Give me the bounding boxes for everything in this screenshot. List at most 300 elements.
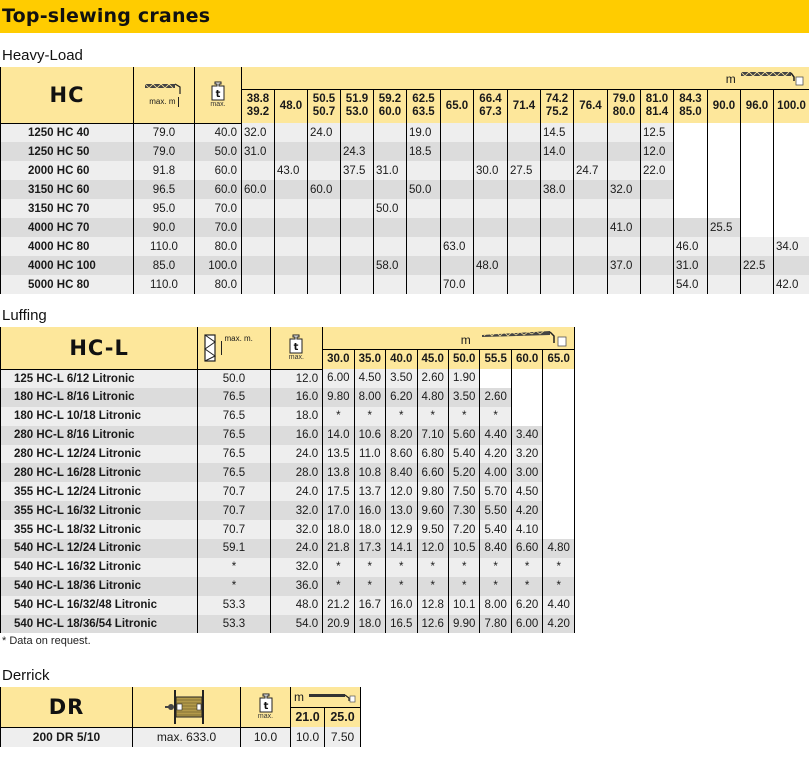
capacity-cell: 10.0 [291,727,325,747]
capacity-cell [474,142,508,161]
capacity-cell: * [417,577,448,596]
capacity-cell: 38.0 [541,180,574,199]
capacity-cell [741,142,774,161]
capacity-cell: 4.80 [417,388,448,407]
max-load: 18.0 [270,407,322,426]
radius-header: 74.2 75.2 [541,89,574,123]
capacity-cell [508,275,541,294]
crane-model: 540 HC-L 16/32/48 Litronic [1,596,198,615]
capacity-cell: 12.5 [641,123,674,142]
table-row [1,388,575,407]
capacity-cell [543,426,575,445]
max-load: 80.0 [195,275,242,294]
max-load: 28.0 [270,463,322,482]
capacity-cell: 6.60 [511,539,542,558]
radius-header: 65.0 [441,89,474,123]
capacity-cell [511,407,542,426]
capacity-cell [574,275,608,294]
capacity-cell [275,218,308,237]
capacity-cell [441,199,474,218]
capacity-cell [275,275,308,294]
type-header-hc: HC [1,67,134,123]
capacity-cell: 4.80 [543,539,575,558]
capacity-cell [541,256,574,275]
capacity-cell: * [386,407,417,426]
capacity-cell [774,142,809,161]
capacity-cell [741,199,774,218]
type-header-hcl: HC-L [1,327,198,369]
capacity-cell: 6.80 [417,445,448,464]
capacity-cell: 22.0 [641,161,674,180]
capacity-cell [508,142,541,161]
crane-model: 280 HC-L 16/28 Litronic [1,463,198,482]
capacity-cell: 9.90 [448,615,479,634]
capacity-cell: 3.00 [511,463,542,482]
crane-model: 1250 HC 50 [1,142,134,161]
capacity-cell [608,275,641,294]
capacity-cell [543,388,575,407]
table-row [1,426,575,445]
max-reach: 79.0 [134,123,195,142]
radius-unit-header: m [291,687,361,707]
capacity-cell: 3.20 [511,445,542,464]
crane-model: 540 HC-L 16/32 Litronic [1,558,198,577]
capacity-cell [480,369,511,388]
weight-t-icon [258,693,274,713]
radius-unit-header: m [323,327,575,349]
capacity-cell: 6.20 [386,388,417,407]
capacity-cell [441,161,474,180]
capacity-cell [242,161,275,180]
capacity-cell [508,199,541,218]
capacity-cell: 6.20 [511,596,542,615]
crane-model: 4000 HC 100 [1,256,134,275]
capacity-cell: 4.10 [511,520,542,539]
radius-header: 50.0 [448,349,479,369]
capacity-cell: 12.0 [417,539,448,558]
capacity-cell: * [480,558,511,577]
capacity-cell: 22.5 [741,256,774,275]
capacity-cell [242,237,275,256]
capacity-cell: 17.3 [354,539,385,558]
max-reach: 95.0 [134,199,195,218]
max-reach: 70.7 [198,520,270,539]
capacity-cell: 30.0 [474,161,508,180]
capacity-cell [242,199,275,218]
capacity-cell [543,407,575,426]
capacity-cell [474,180,508,199]
capacity-cell: 18.0 [354,520,385,539]
capacity-cell: 2.60 [480,388,511,407]
max-reach: 70.7 [198,501,270,520]
capacity-cell: 13.8 [323,463,354,482]
capacity-cell: 41.0 [608,218,641,237]
capacity-cell [543,369,575,388]
capacity-cell [708,180,741,199]
capacity-cell: 31.0 [242,142,275,161]
crane-model: 3150 HC 70 [1,199,134,218]
capacity-cell: 8.40 [386,463,417,482]
table-row [1,615,575,634]
capacity-cell [541,218,574,237]
capacity-cell: 4.20 [480,445,511,464]
radius-header: 30.0 [323,349,354,369]
radius-header: 48.0 [275,89,308,123]
capacity-cell [543,482,575,501]
crane-model: 355 HC-L 18/32 Litronic [1,520,198,539]
capacity-cell [708,237,741,256]
luffing-table [0,327,575,633]
capacity-cell: 17.5 [323,482,354,501]
max-load: 60.0 [195,180,242,199]
max-load: 100.0 [195,256,242,275]
capacity-cell: 4.20 [511,501,542,520]
capacity-cell [308,199,341,218]
capacity-cell [374,142,407,161]
capacity-cell [641,199,674,218]
capacity-cell [308,237,341,256]
capacity-cell [407,161,441,180]
capacity-cell: 20.9 [323,615,354,634]
capacity-cell [674,218,708,237]
table-row [1,123,809,142]
capacity-cell [441,218,474,237]
capacity-cell [608,161,641,180]
capacity-cell: 5.40 [448,445,479,464]
capacity-cell: 12.0 [641,142,674,161]
capacity-cell: 24.0 [308,123,341,142]
capacity-cell: 13.7 [354,482,385,501]
capacity-cell: * [480,407,511,426]
max-load: 16.0 [270,426,322,445]
capacity-cell [541,237,574,256]
radius-header: 96.0 [741,89,774,123]
max-load: 16.0 [270,388,322,407]
capacity-cell [374,237,407,256]
max-reach: 90.0 [134,218,195,237]
capacity-cell [774,199,809,218]
capacity-cell [641,237,674,256]
radius-header: 51.9 53.0 [341,89,374,123]
capacity-cell [608,142,641,161]
capacity-cell [508,123,541,142]
capacity-cell: 8.60 [386,445,417,464]
capacity-cell: 12.0 [386,482,417,501]
capacity-cell [608,123,641,142]
capacity-cell [308,256,341,275]
capacity-cell: 21.8 [323,539,354,558]
radius-header: 71.4 [508,89,541,123]
max-reach: 110.0 [134,237,195,256]
capacity-cell: 24.7 [574,161,608,180]
capacity-cell [407,237,441,256]
weight-t-icon [210,81,226,101]
capacity-cell: 46.0 [674,237,708,256]
radius-header: 21.0 [291,707,325,727]
capacity-cell: 32.0 [608,180,641,199]
capacity-cell: 4.50 [511,482,542,501]
capacity-cell: 14.1 [386,539,417,558]
capacity-cell: 10.8 [354,463,385,482]
capacity-cell [541,199,574,218]
capacity-cell: * [511,577,542,596]
capacity-cell [674,161,708,180]
capacity-cell [374,275,407,294]
max-reach: 76.5 [198,388,270,407]
crane-model: 3150 HC 60 [1,180,134,199]
max-reach: 91.8 [134,161,195,180]
capacity-cell [374,218,407,237]
reach-header: max. m. [198,327,270,369]
capacity-cell: 37.0 [608,256,641,275]
crane-model: 180 HC-L 8/16 Litronic [1,388,198,407]
table-row [1,237,809,256]
capacity-cell: 31.0 [674,256,708,275]
capacity-cell [441,180,474,199]
capacity-cell [341,256,374,275]
capacity-cell: 58.0 [374,256,407,275]
reach-header: max. m [134,67,195,123]
capacity-cell: * [543,558,575,577]
capacity-cell: 7.80 [480,615,511,634]
max-load: 24.0 [270,445,322,464]
capacity-cell [641,275,674,294]
capacity-cell: 9.80 [323,388,354,407]
capacity-cell: 4.20 [543,615,575,634]
capacity-cell: 9.50 [417,520,448,539]
type-header-dr: DR [1,687,133,727]
max-load: 54.0 [270,615,322,634]
capacity-cell [341,237,374,256]
radius-header: 55.5 [480,349,511,369]
capacity-cell: 4.40 [543,596,575,615]
max-load: 60.0 [195,161,242,180]
max-reach: * [198,558,270,577]
capacity-cell: 7.30 [448,501,479,520]
capacity-cell: 43.0 [275,161,308,180]
table-row [1,539,575,558]
capacity-cell [508,256,541,275]
load-max-label: max. [257,713,274,721]
radius-header: 40.0 [386,349,417,369]
capacity-cell: 34.0 [774,237,809,256]
crane-model: 1250 HC 40 [1,123,134,142]
capacity-cell [641,218,674,237]
max-load: 32.0 [270,520,322,539]
capacity-cell: 19.0 [407,123,441,142]
capacity-cell: 12.6 [417,615,448,634]
svg-text:t: t [263,701,268,713]
capacity-cell: * [448,558,479,577]
capacity-cell [574,142,608,161]
crane-model: 280 HC-L 12/24 Litronic [1,445,198,464]
capacity-cell: 2.60 [417,369,448,388]
load-header [241,687,291,727]
capacity-cell: 16.0 [354,501,385,520]
footnote: * Data on request. [2,635,91,647]
crane-model: 280 HC-L 8/16 Litronic [1,426,198,445]
capacity-cell: 5.20 [448,463,479,482]
capacity-cell [774,180,809,199]
capacity-cell [242,218,275,237]
crane-model: 4000 HC 80 [1,237,134,256]
capacity-cell [674,199,708,218]
max-load: 32.0 [270,558,322,577]
max-load: 48.0 [270,596,322,615]
table-row [1,275,809,294]
capacity-cell: 32.0 [242,123,275,142]
winch-drum-icon [164,689,210,725]
capacity-cell: 13.5 [323,445,354,464]
capacity-cell: * [417,558,448,577]
capacity-cell: 14.5 [541,123,574,142]
capacity-cell [341,199,374,218]
load-header [195,67,242,123]
table-row [1,369,575,388]
max-reach: 110.0 [134,275,195,294]
radius-header: 60.0 [511,349,542,369]
capacity-cell: 6.00 [323,369,354,388]
max-load: 50.0 [195,142,242,161]
capacity-cell [541,275,574,294]
capacity-cell [474,123,508,142]
max-load: 12.0 [270,369,322,388]
capacity-cell [508,180,541,199]
section-title-luffing: Luffing [2,307,47,324]
capacity-cell [708,123,741,142]
capacity-cell: 10.6 [354,426,385,445]
capacity-cell: * [386,558,417,577]
capacity-cell [543,463,575,482]
capacity-cell: 8.40 [480,539,511,558]
table-row [1,161,809,180]
capacity-cell: * [323,577,354,596]
max-reach: 53.3 [198,615,270,634]
crane-model: 540 HC-L 12/24 Litronic [1,539,198,558]
page-title: Top-slewing cranes [2,5,211,27]
capacity-cell: 5.50 [480,501,511,520]
capacity-cell [275,123,308,142]
capacity-cell [242,256,275,275]
capacity-cell [574,237,608,256]
capacity-cell [275,237,308,256]
table-row [1,482,575,501]
load-max-label: max. [210,101,226,109]
capacity-cell: * [354,577,385,596]
capacity-cell [574,199,608,218]
max-reach: 59.1 [198,539,270,558]
trolley-jib-icon [307,691,357,703]
capacity-cell [641,180,674,199]
capacity-cell: * [386,577,417,596]
capacity-cell [741,237,774,256]
capacity-cell [774,218,809,237]
capacity-cell [374,123,407,142]
capacity-cell: 60.0 [242,180,275,199]
capacity-cell: 70.0 [441,275,474,294]
capacity-cell [441,256,474,275]
crane-model: 2000 HC 60 [1,161,134,180]
max-reach: 70.7 [198,482,270,501]
capacity-cell [543,445,575,464]
capacity-cell [511,369,542,388]
capacity-cell: 48.0 [474,256,508,275]
max-load: 40.0 [195,123,242,142]
max-load: 32.0 [270,501,322,520]
capacity-cell [474,199,508,218]
capacity-cell [641,256,674,275]
capacity-cell [574,256,608,275]
max-reach: 96.5 [134,180,195,199]
luffing-jib-icon [480,329,570,347]
capacity-cell: 12.9 [386,520,417,539]
capacity-cell [708,256,741,275]
capacity-cell: 13.0 [386,501,417,520]
radius-header: 65.0 [543,349,575,369]
radius-header: 62.5 63.5 [407,89,441,123]
capacity-cell: * [323,558,354,577]
trolley-jib-icon [143,82,185,96]
capacity-cell [574,123,608,142]
capacity-cell: * [448,407,479,426]
load-max-label: max. [288,354,304,362]
radius-header: 50.5 50.7 [308,89,341,123]
capacity-cell [341,218,374,237]
max-reach: 76.5 [198,463,270,482]
table-row [1,407,575,426]
capacity-cell [275,199,308,218]
capacity-cell: 8.20 [386,426,417,445]
capacity-cell [341,123,374,142]
capacity-cell [341,275,374,294]
table-row [1,727,361,747]
capacity-cell [708,199,741,218]
capacity-cell: 7.50 [448,482,479,501]
capacity-cell: 42.0 [774,275,809,294]
capacity-cell [741,123,774,142]
radius-header: 59.2 60.0 [374,89,407,123]
section-title-derrick: Derrick [2,667,50,684]
capacity-cell: 24.3 [341,142,374,161]
crane-model: 540 HC-L 18/36 Litronic [1,577,198,596]
table-row [1,445,575,464]
capacity-cell [708,161,741,180]
max-reach: * [198,577,270,596]
capacity-cell [708,275,741,294]
section-title-heavy-load: Heavy-Load [2,47,83,64]
max-load: 70.0 [195,199,242,218]
max-reach: 50.0 [198,369,270,388]
capacity-cell: 27.5 [508,161,541,180]
capacity-cell: 6.60 [417,463,448,482]
radius-header: 84.3 85.0 [674,89,708,123]
capacity-cell: 7.50 [325,727,361,747]
capacity-cell [508,218,541,237]
derrick-table [0,687,361,747]
capacity-cell [474,275,508,294]
max-reach: 53.3 [198,596,270,615]
radius-header: 79.0 80.0 [608,89,641,123]
max-reach: 79.0 [134,142,195,161]
table-row [1,218,809,237]
crane-model: 4000 HC 70 [1,218,134,237]
radius-unit-header: m [242,67,809,89]
capacity-cell [741,218,774,237]
capacity-cell: 8.00 [480,596,511,615]
table-row [1,142,809,161]
capacity-cell: 4.50 [354,369,385,388]
capacity-cell: * [354,558,385,577]
